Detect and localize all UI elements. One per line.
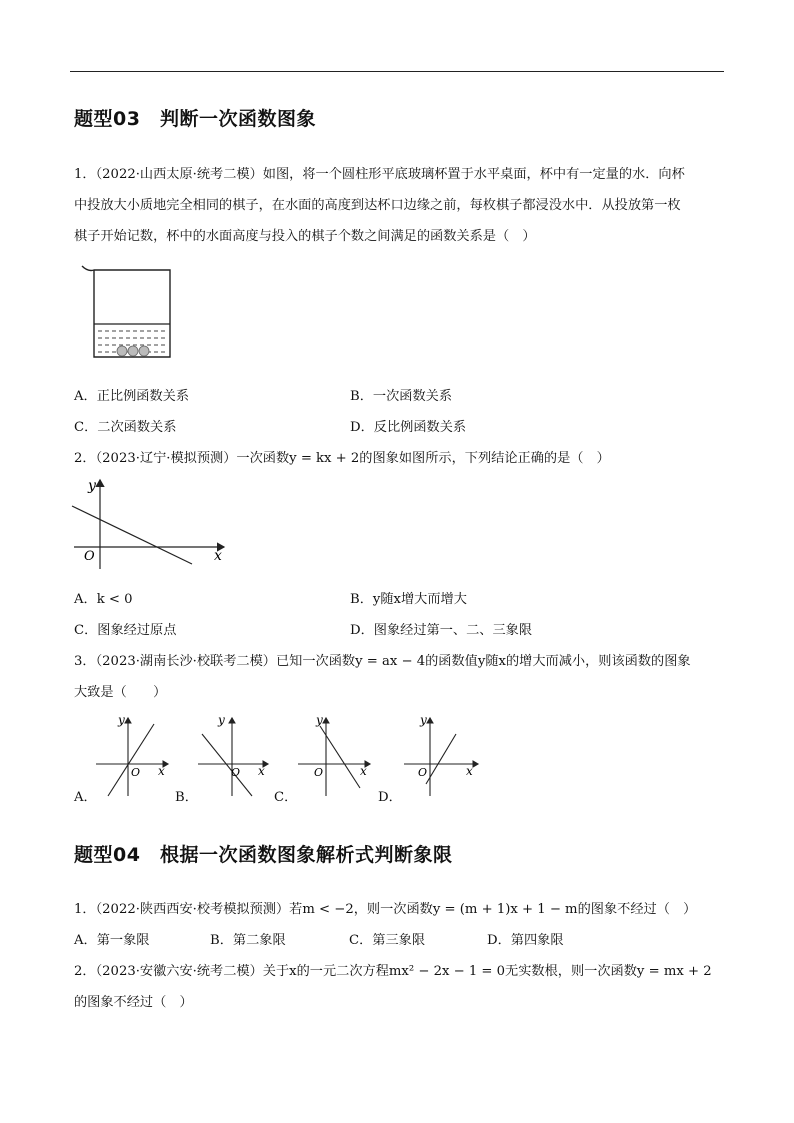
q3d-x: x xyxy=(466,764,473,778)
q3-choice-b-label: B． xyxy=(175,790,198,805)
top-rule xyxy=(70,71,724,72)
q3-line-2: 大致是（ ） xyxy=(74,685,167,700)
q3-graph-c xyxy=(298,713,370,796)
q3-choice-d-label: D． xyxy=(378,790,402,805)
q2-line-1: 2．（2023·辽宁·模拟预测）一次函数y = kx + 2的图象如图所示，下列结论正确的是（ ） xyxy=(74,451,610,466)
q1-option-d: D．反比例函数关系 xyxy=(350,420,467,435)
q2-origin-label: O xyxy=(84,549,95,564)
q3b-o: O xyxy=(231,766,241,779)
q3-graph-d xyxy=(404,713,478,796)
q3d-o: O xyxy=(418,766,428,779)
q2-x-label: x xyxy=(214,548,222,564)
q3a-y: y xyxy=(118,713,125,727)
q3b-y: y xyxy=(218,713,225,727)
glass-figure xyxy=(78,262,183,362)
s4-q2-line-1: 2．（2023·安徽六安·统考二模）关于x的一元二次方程mx² − 2x − 1 = 0无实数根，则一次函数y = mx + 2 xyxy=(74,964,712,979)
q1-option-c: C．二次函数关系 xyxy=(74,420,177,435)
q3d-y: y xyxy=(420,713,427,727)
s4-q1-option-c: C．第三象限 xyxy=(349,933,426,948)
section-title-03: 题型03 判断一次函数图象 xyxy=(74,108,316,130)
q1-line-3: 棋子开始记数，杯中的水面高度与投入的棋子个数之间满足的函数关系是（ ） xyxy=(74,229,536,244)
q3b-x: x xyxy=(258,764,265,778)
q3-choice-c-label: C． xyxy=(274,790,298,805)
q2-y-label: y xyxy=(88,478,96,494)
q3-graph-a xyxy=(96,713,168,796)
q3-line-1: 3．（2023·湖南长沙·校联考二模）已知一次函数y = ax − 4的函数值y随x的增大而减小，则该函数的图象 xyxy=(74,654,691,669)
q3c-x: x xyxy=(360,764,367,778)
s4-q1-option-b: B．第二象限 xyxy=(210,933,286,948)
s4-q1-option-a: A．第一象限 xyxy=(74,933,150,948)
q3a-x: x xyxy=(158,764,165,778)
s4-q1-line-1: 1．（2022·陕西西安·校考模拟预测）若m < −2，则一次函数y = (m + 1)x + 1 − m的图象不经过（ ） xyxy=(74,902,697,917)
q1-option-b: B．一次函数关系 xyxy=(350,389,453,404)
q1-option-a: A．正比例函数关系 xyxy=(74,389,190,404)
s4-q1-option-d: D．第四象限 xyxy=(487,933,564,948)
s4-q2-line-2: 的图象不经过（ ） xyxy=(74,995,193,1010)
section-title-04: 题型04 根据一次函数图象解析式判断象限 xyxy=(74,844,453,866)
q2-option-a: A．k < 0 xyxy=(74,592,133,607)
q1-line-2: 中投放大小质地完全相同的棋子，在水面的高度到达杯口边缘之前，每枚棋子都浸没水中．从投放第一枚 xyxy=(74,198,681,213)
q2-option-d: D．图象经过第一、二、三象限 xyxy=(350,623,533,638)
q3-graph-b xyxy=(198,713,268,796)
q3c-y: y xyxy=(316,713,323,727)
q2-graph xyxy=(66,474,232,572)
q3-choice-a-label: A． xyxy=(74,790,97,805)
q1-line-1: 1．（2022·山西太原·统考二模）如图，将一个圆柱形平底玻璃杯置于水平桌面，杯中有一定量的水．向杯 xyxy=(74,167,685,182)
q2-option-c: C．图象经过原点 xyxy=(74,623,177,638)
q2-option-b: B．y随x增大而增大 xyxy=(350,592,467,607)
q3a-o: O xyxy=(131,766,141,779)
q3c-o: O xyxy=(314,766,324,779)
